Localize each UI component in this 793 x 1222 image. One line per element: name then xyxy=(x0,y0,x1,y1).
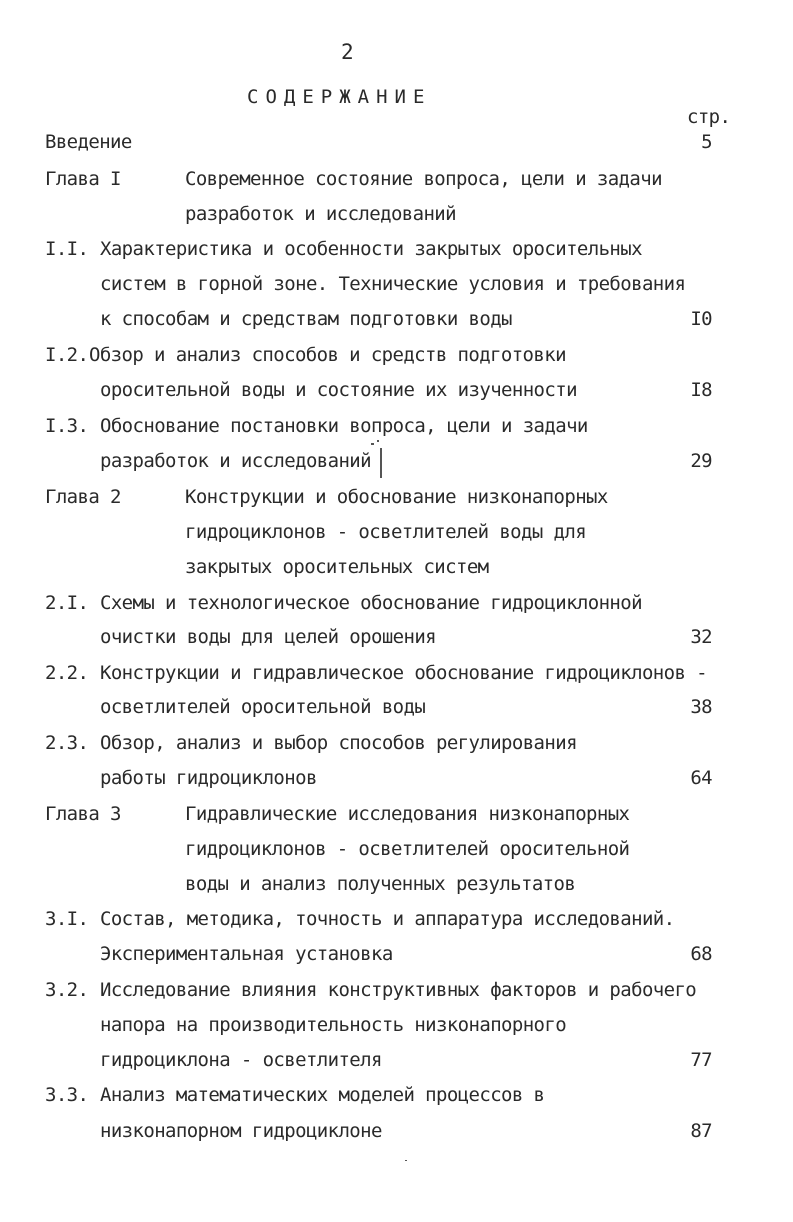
page-column-header: стр. xyxy=(687,106,731,128)
section-title-line: Исследование влияния конструктивных факторов и рабочего xyxy=(100,979,697,1001)
section-title-line: к способам и средствам подготовки воды xyxy=(100,308,512,330)
section-title-line: очистки воды для целей орошения xyxy=(100,626,437,648)
chapter-title-line: Конструкции и обоснование низконапорных xyxy=(185,486,608,508)
section-title-line: Состав, методика, точность и аппаратура исследований. xyxy=(100,908,675,930)
section-label: 3.3. xyxy=(45,1084,89,1106)
chapter-title-line: гидроциклонов - осветлителей оросительной xyxy=(185,838,630,860)
section-title-line: низконапорном гидроциклоне xyxy=(100,1120,382,1142)
chapter-title-line: Гидравлические исследования низконапорных xyxy=(185,803,630,825)
section-title-line: гидроциклона - осветлителя xyxy=(100,1049,382,1071)
chapter-title-line: разработок и исследований xyxy=(185,203,456,225)
section-label: I.I. xyxy=(45,238,89,260)
section-label: 2.I. xyxy=(45,592,89,614)
scan-artifact-mark xyxy=(371,443,374,445)
section-title-line: Анализ математических моделей процессов в xyxy=(100,1084,545,1106)
entry-page: 64 xyxy=(690,767,712,789)
entry-page: 68 xyxy=(690,943,712,965)
section-title-line: систем в горной зоне. Технические условия и требования xyxy=(100,273,686,295)
section-label: I.2. xyxy=(45,344,89,366)
section-label: 3.2. xyxy=(45,979,89,1001)
section-title-line: Обзор и анализ способов и средств подготовки xyxy=(89,344,566,366)
section-label: 3.I. xyxy=(45,908,89,930)
section-title-line: Экспериментальная установка xyxy=(100,943,393,965)
entry-label: Введение xyxy=(45,131,132,153)
section-title-line: Конструкции и гидравлическое обоснование гидроциклонов - xyxy=(100,662,707,684)
chapter-label: Глава 2 xyxy=(45,486,121,508)
chapter-label: Глава I xyxy=(45,168,121,190)
entry-page: 29 xyxy=(690,450,712,472)
chapter-title-line: гидроциклонов - осветлителей воды для xyxy=(185,521,587,543)
entry-page: 5 xyxy=(701,131,712,153)
entry-page: 77 xyxy=(690,1049,712,1071)
section-title-line: Характеристика и особенности закрытых оросительных xyxy=(100,238,642,260)
section-title-line: Обоснование постановки вопроса, цели и задачи xyxy=(100,415,588,437)
scan-artifact-mark xyxy=(377,440,379,442)
section-label: I.3. xyxy=(45,415,89,437)
entry-page: 87 xyxy=(690,1120,712,1142)
scan-artifact-mark xyxy=(380,448,382,478)
entry-page: I0 xyxy=(690,308,712,330)
chapter-label: Глава 3 xyxy=(45,803,121,825)
entry-page: 38 xyxy=(690,696,712,718)
chapter-title-line: Современное состояние вопроса, цели и задачи xyxy=(185,168,662,190)
section-label: 2.3. xyxy=(45,732,89,754)
page-number: 2 xyxy=(341,40,354,64)
entry-page: 32 xyxy=(690,626,712,648)
section-title-line: напора на производительность низконапорного xyxy=(100,1014,567,1036)
toc-title: СОДЕРЖАНИЕ xyxy=(247,86,432,108)
scan-artifact-dot xyxy=(405,1160,407,1161)
section-title-line: работы гидроциклонов xyxy=(100,767,317,789)
entry-page: I8 xyxy=(690,379,712,401)
chapter-title-line: закрытых оросительных систем xyxy=(185,556,489,578)
section-title-line: оросительной воды и состояние их изученности xyxy=(100,379,577,401)
chapter-title-line: воды и анализ полученных результатов xyxy=(185,873,576,895)
section-title-line: Обзор, анализ и выбор способов регулирования xyxy=(100,732,577,754)
section-title-line: Схемы и технологическое обоснование гидроциклонной xyxy=(100,592,642,614)
section-title-line: разработок и исследований xyxy=(100,450,371,472)
section-label: 2.2. xyxy=(45,662,89,684)
section-title-line: осветлителей оросительной воды xyxy=(100,696,426,718)
